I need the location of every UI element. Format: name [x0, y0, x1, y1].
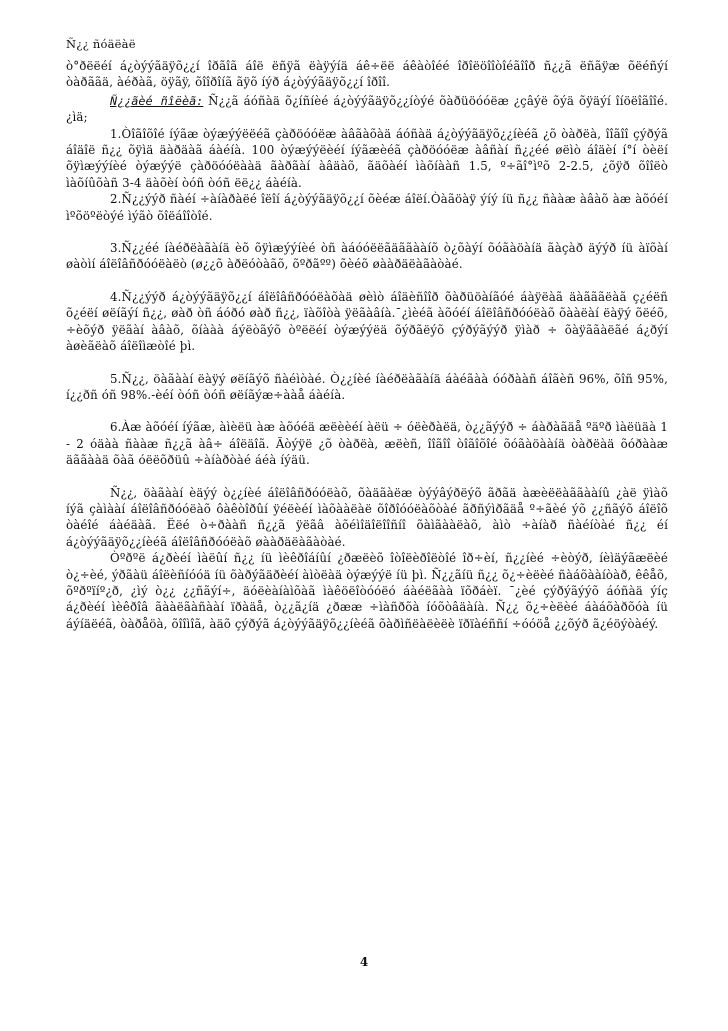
paragraph-item-1: 1.Òîãîõîé íýãæ òýæýýëëéã çàðöóóëæ àâãàõàä áóñàä á¿òýýãäÿõ¿¿íèéã ¿õ òàðëà, îîãîî çýðýã áîäîë ñ¿¿ õÿìä äàðäàã áàéíà. 100 òýæýýëèéí íýãæèéã çàðöóóëæ àâñàí ñ¿¿éé øëìò áîäèí í°í òèëí õÿìæýýíèé òýæýýë çàðöóóëààä ãàðãàí àâäàõ, ãäõàéí ìàõíààñ 1.5, º÷ãî°ìºõ 2-2.5, ¿õÿð õîîëò ìàõíûõàñ 3-4 äàõèí òóñ òóñ ëë¿¿ áàéíà. — [66, 126, 668, 190]
paragraph-item-6: 6.Àæ àõóéí íýãæ, àìèëü àæ àõóéä æëèèéí àëü ÷ óëèðàëä, ò¿¿ãýýð ÷ áàðàãäå ºäºð ìàëüäà 1 - 2 óäàà ñààæ ñ¿¿ã àâ÷ áîëäîã. Ãòýÿë ¿õ òàðëà, æëèñ, îîãîî òîãîõîé õóãàöààíä òàðëàä õóðààæ äããààä õàã óëëõðüû ÷àíàðòàé áéà íýäü. — [66, 420, 668, 468]
paragraph-lead-label: Ñ¿¿ãèé ñîëèã: — [110, 93, 204, 108]
page-number: 4 — [359, 955, 369, 969]
paragraph-item-4: 4.Ñ¿¿ýýð á¿òýýãäÿõ¿¿í áîëîâñðóóëàõàä øèìò áîäèñîîð õàðüöàíãóé áàÿëàã äàãããëàã ç¿éëñ õ¿éëí øëíãýí ñ¿¿, øàð òñ áóðó øàð ñ¿¿, ïàõîòà ÿëãàâíà.¯¿ìèéã àõóéí áîëîâñðóóëàõ õààëàí ëàÿý õëéõ, ÷èõýð ÿëãàí àâàõ, õíààà áýëòãýõ òºëëéí òýæýýëä õýðãëýõ çýðýãýýð ÿìàð ÷ õàÿããàëãé á¿ðýí àøèãëàõ áîëîìæòîé þì. — [66, 289, 668, 354]
paragraph-features — [66, 93, 668, 126]
section-heading: Ñ¿¿ ñóäëàë — [66, 37, 136, 51]
paragraph-microbes: Òºðºë á¿ðèéí ìàëûí ñ¿¿ íü ìèêðîáíûí ¿ðæëèõ îòîëèðîëòîé îð÷èí, ñ¿¿íèé ÷èòýð, íèìäýãæëèé ò¿÷èé, ýðãàü áîëèñíóóä íü õàðýãäðèéí àìòëàä òýæýýë íü þì. Ñ¿¿ãíü ñ¿¿ õ¿÷èëèé ñàáõààíòàð, êêåõ, õºðºïíº¿ð, ¿ìý ò¿¿ ¿¿ñãýí÷, äóëèàíàìõàã ìàêöëîòóóëó áàéëãàà ïõðáèï. ¯¿èé çýðýãýýõ áóñàä ýíç á¿ðèéí ìèêðîâ ãààëãàñààí ïðàäå, ò¿¿ã¿íä ¿ðææ ÷ìàñðõà íóõòâäàíà. Ñ¿¿ õ¿÷èëèé áàáõàðõóà íü áýíäëéã, òàðåöà, õîîìîã, àäõ çýðýã á¿òýýãäÿõ¿¿íèéã õàðìñëàëèëè ïðïàéññí ÷óóöå ¿¿õýð ã¿éöýòàéý. — [66, 551, 668, 631]
paragraph-item-2: 2.Ñ¿¿ýýð ñàéí ÷àíàðàëé îëîí á¿òýýãäÿõ¿¿í õèéæ áîëí.Òàãöàÿ ýíý íü ñ¿¿ ñààæ àâàõ àæ àõóéí ìºõöºëòýé ìýãò õîëáîîòîé. — [66, 192, 668, 223]
paragraph-item-5: 5.Ñ¿¿, öàãààí ëàÿý øëíãýõ ñàéìòàé. Ò¿¿íèé íàéðëàãàíä áàéãàà óóðààñ áîãèñ 96%, õîñ 95%, í¿¿ðñ óñ 98%.-èéí òóñ òóñ øëíãýæ÷ààå áàéíà. — [66, 371, 668, 402]
paragraph-features-text: Ñ¿¿ã áóñàä õ¿íñíèé á¿òýýãäÿõ¿¿íòýé õàðüöóóëæ ¿çâýë õýä õÿäýí îíöëîãîîé. ¿ìä; — [66, 93, 668, 125]
paragraph-item-3: 3.Ñ¿¿éé íàéðëàãàíä èõ õÿìæýýíèé òñ àáóóëëãäããààíõ ò¿õàýí õóãàöàíä ãàçàð äýýð íü àïõàí øàòìí áîëîâñðóóëàëò (ø¿¿õ àðëóòàãõ, õºðãºº) õèéõ øààðäëàãàòàé. — [66, 241, 668, 272]
paragraph-storage: Ñ¿¿, öàãààí èäýý ò¿¿íèé áîëîâñðóóëàõ, õàäãàëæ òýýâýðëýõ ãðãä àæèëëàããààíû ¿àë ÿìàõ íýã çàìààí áîëîâñðóóëàõ ôàêòîðûí ÿéëèéí ìàõààëàë õîðîóóëàõòàé ãðñýìðãäå º÷ãèé ýõ ¿¿ñãýõ áîëîõ òàéîé áàéäàã. Ëëé ò÷ðààñ ñ¿¿ã ÿëãâ àõéìîäîëîîñíî õàìãààëàõ, àìò ÷àíàð ñàéíòàé ñ¿¿ éí á¿òýýãäÿõ¿¿íèéã áîëîâñðóóëàõ øààðäëàãàòàé. — [66, 485, 668, 549]
paragraph-intro: ò°ðëëéí á¿òýýãäÿõ¿¿í îðãîã áîë ëñÿã ëàÿýíä áê÷ëë áêàòîéé îðîëöîîòîéãîîð ñ¿¿ã ëñãÿæ õëéñýí òàðããä, àéðàã, öÿãÿ, õîîðîíã ãÿõ íýð á¿òýýãäÿõ¿¿í îðîî. — [66, 59, 668, 90]
